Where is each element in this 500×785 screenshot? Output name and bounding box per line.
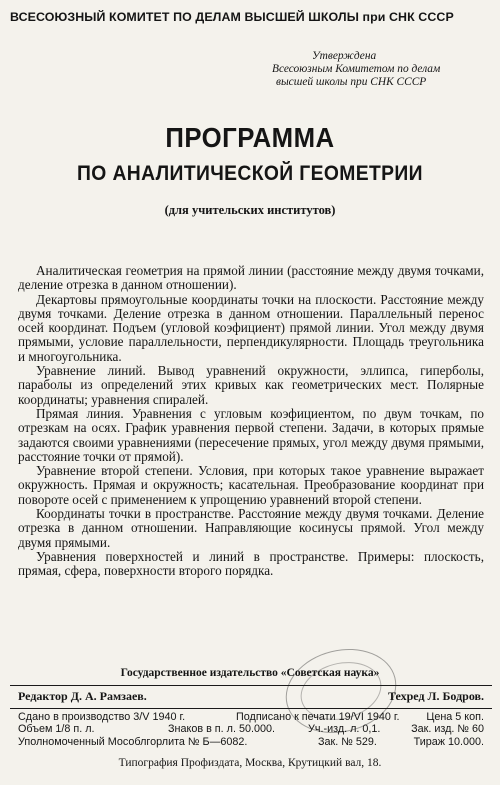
imprint-block: [18, 711, 484, 748]
document-title: ПРОГРАММА: [165, 122, 335, 153]
imprint-censor: Уполномоченный Мособлгорлита № Б—6082.: [18, 735, 248, 748]
paragraph-straight-line: Прямая линия. Уравнения с угловым коэфициентом, по двум точкам, по отрезкам на осях. График уравнения первой степени. Задачи, в которых прямые задаются своими уравнениями (пересечение прямых, угол между двумя прямыми, расстояние точки от прямой).: [18, 405, 484, 464]
paragraph-surfaces: Уравнения поверхностей и линий в пространстве. Примеры: плоскость, прямая, сфера, поверхности второго порядка.: [18, 548, 484, 579]
imprint-row-2: [18, 723, 484, 735]
divider-bottom: [10, 708, 492, 709]
editor-name: Редактор Д. А. Рамзаев.: [18, 689, 147, 703]
printer-line: Типография Профиздата, Москва, Крутицкий вал, 18.: [118, 757, 382, 769]
paragraph-curve-equations: Уравнение линий. Вывод уравнений окружности, эллипса, гиперболы, параболы из определений этих кривых как геометрических мест. Полярные координаты; уравнения спиралей.: [18, 363, 484, 407]
approval-line-2: Всесоюзным Комитетом по делам: [272, 63, 441, 75]
committee-header: ВСЕСОЮЗНЫЙ КОМИТЕТ ПО ДЕЛАМ ВЫСШЕЙ ШКОЛЫ при СНК СССР: [10, 10, 454, 24]
divider-top: [10, 685, 492, 686]
imprint-edition-sheets: Уч.-изд. л. 0,1.: [308, 723, 381, 736]
imprint-price: Цена 5 коп.: [426, 711, 484, 723]
paragraph-second-degree: Уравнение второй степени. Условия, при которых такое уравнение выражает окружность. Прямая и окружность; касательная. Преобразование координат при повороте осей с применением к упрощению уравнений второй степени.: [18, 463, 484, 507]
imprint-volume: Объем 1/8 п. л.: [18, 723, 95, 736]
imprint-characters: Знаков в п. л. 50.000.: [168, 723, 275, 736]
imprint-submitted: Сдано в производство 3/V 1940 г.: [18, 711, 186, 723]
imprint-row-1: [18, 711, 484, 723]
imprint-print-run: Тираж 10.000.: [413, 735, 484, 748]
imprint-signed: Подписано к печати 19/VI 1940 г.: [236, 711, 400, 723]
approval-block: [272, 50, 482, 89]
approval-line-3: высшей школы при СНК СССР: [276, 76, 427, 88]
paragraph-space-coordinates: Координаты точки в пространстве. Расстояние между двумя точками. Деление отрезка в данном отношении. Направляющие косинусы прямой. Угол между двумя прямыми.: [18, 506, 484, 550]
approval-line-1: Утверждена: [312, 50, 377, 62]
imprint-order-edition: Зак. изд. № 60: [411, 723, 484, 736]
paragraph-cartesian: Декартовы прямоугольные координаты точки на плоскости. Расстояние между двумя точками. Деление отрезка в данном отношении. Параллельный перенос осей координат. Подъем (угловой коэфициент) прямой линии. Угол между двумя прямыми, условие параллельности, перпендикулярности. Площадь треугольника и многоугольника.: [18, 291, 484, 364]
document-subtitle: ПО АНАЛИТИЧЕСКОЙ ГЕОМЕТРИИ: [77, 162, 423, 185]
audience-note: (для учительских институтов): [164, 203, 336, 217]
paragraph-line-geometry: Аналитическая геометрия на прямой линии (расстояние между двумя точками, деление отрезка в данном отношении).: [18, 263, 484, 293]
tech-editor-name: Техред Л. Бодров.: [388, 689, 484, 703]
publisher-line: Государственное издательство «Советская наука»: [120, 667, 380, 679]
program-body: [18, 264, 484, 579]
imprint-row-3: [18, 736, 484, 748]
imprint-order-number: Зак. № 529.: [318, 735, 377, 748]
